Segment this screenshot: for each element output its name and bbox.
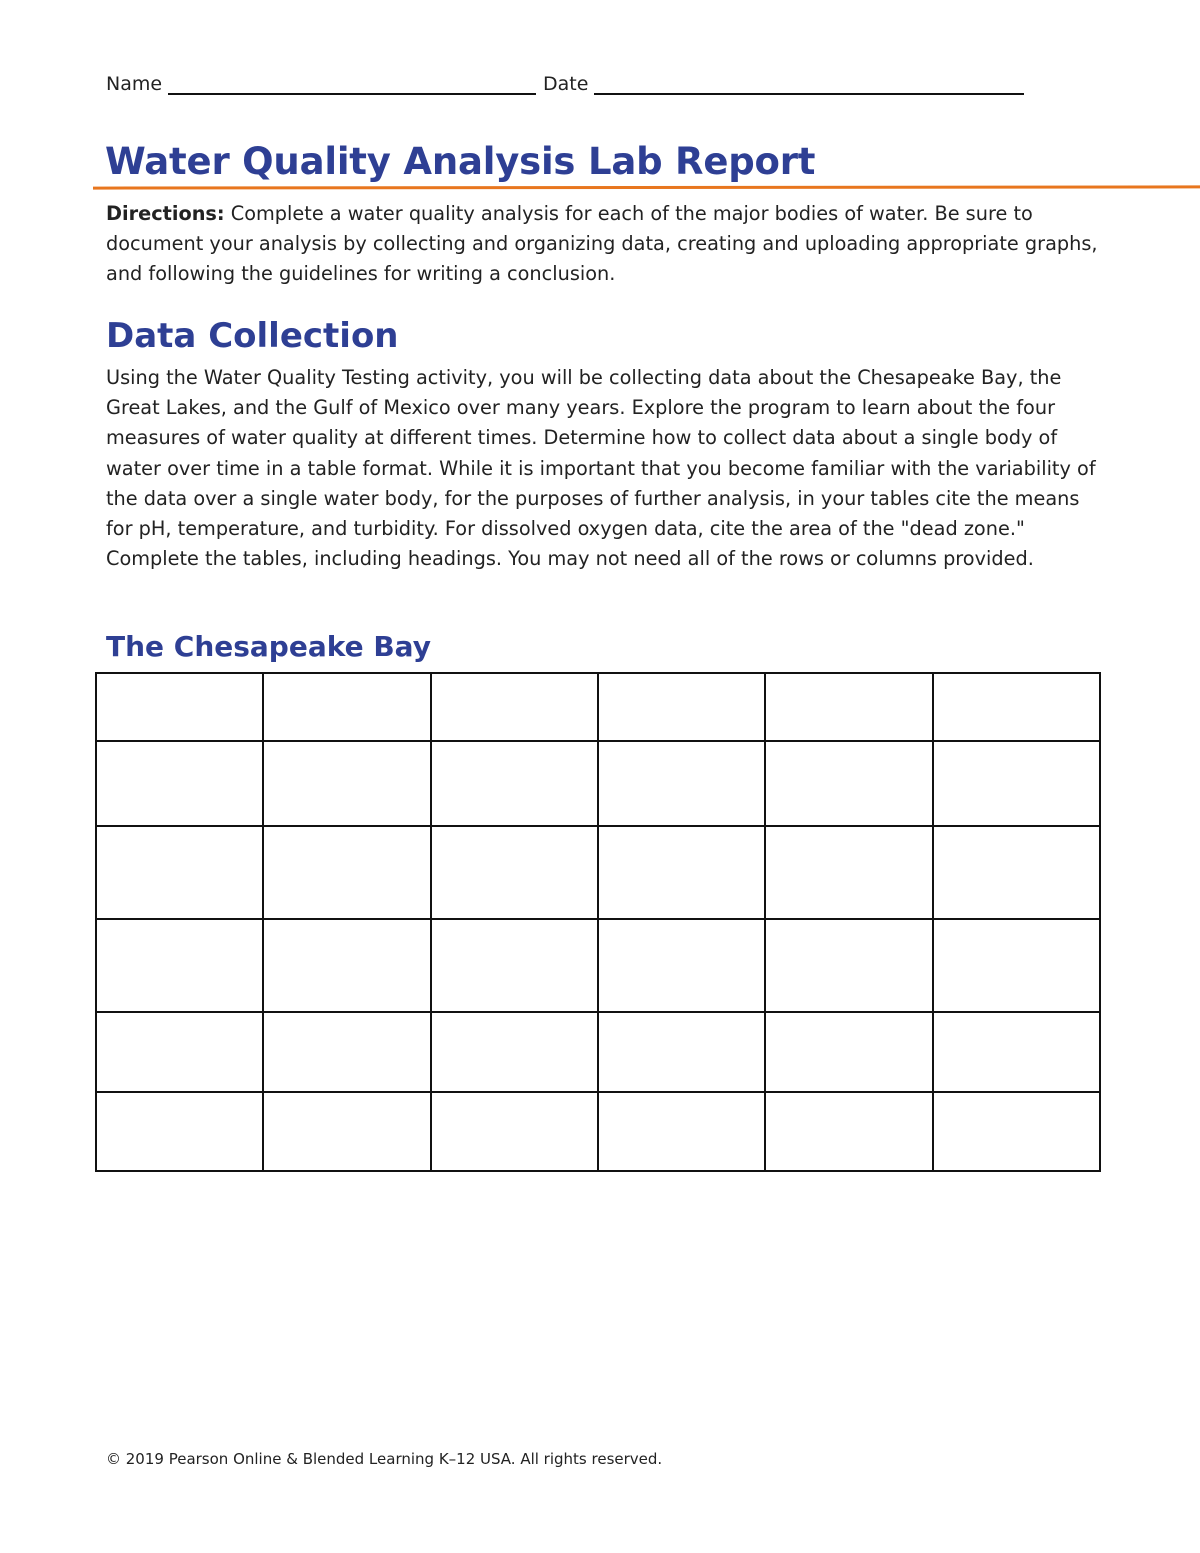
chesapeake-heading: The Chesapeake Bay xyxy=(106,630,431,663)
table-cell[interactable] xyxy=(263,1092,430,1171)
date-field[interactable] xyxy=(594,93,1024,95)
table-cell[interactable] xyxy=(765,1012,932,1092)
table-cell[interactable] xyxy=(598,1092,765,1171)
table-cell[interactable] xyxy=(933,673,1100,741)
name-label: Name xyxy=(106,73,163,95)
table-cell[interactable] xyxy=(96,673,263,741)
table-row xyxy=(96,673,1100,741)
directions-label: Directions: xyxy=(106,202,225,225)
table-row xyxy=(96,1092,1100,1171)
table-cell[interactable] xyxy=(933,1012,1100,1092)
table-cell[interactable] xyxy=(765,741,932,826)
table-cell[interactable] xyxy=(765,919,932,1012)
table-cell[interactable] xyxy=(933,741,1100,826)
table-row xyxy=(96,919,1100,1012)
table-cell[interactable] xyxy=(431,1012,598,1092)
table-cell[interactable] xyxy=(765,1092,932,1171)
table-cell[interactable] xyxy=(933,826,1100,919)
table-cell[interactable] xyxy=(96,1092,263,1171)
table-row xyxy=(96,1012,1100,1092)
table-cell[interactable] xyxy=(96,741,263,826)
table-cell[interactable] xyxy=(96,826,263,919)
table-cell[interactable] xyxy=(933,1092,1100,1171)
copyright-footer: © 2019 Pearson Online & Blended Learning K–12 USA. All rights reserved. xyxy=(106,1450,663,1468)
table-cell[interactable] xyxy=(765,826,932,919)
table-cell[interactable] xyxy=(96,1012,263,1092)
table-cell[interactable] xyxy=(431,673,598,741)
data-collection-paragraph: Using the Water Quality Testing activity, you will be collecting data about the Chesapeake Bay, the Great Lakes, and the Gulf of Mexico over many years. Explore the program to learn about the four measures of water quality at different times. Determine how to collect data about a single body of water over time in a table format. While it is important that you become familiar with the variability of the data over a single water body, for the purposes of further analysis, in your tables cite the means for pH, temperature, and turbidity. For dissolved oxygen data, cite the area of the "dead zone." Complete the tables, including headings. You may not need all of the rows or columns provided. xyxy=(106,366,1096,571)
title-divider xyxy=(93,185,1200,189)
directions-text: Complete a water quality analysis for each of the major bodies of water. Be sure to document your analysis by collecting and organizing data, creating and uploading appropriate graphs, and following the guidelines for writing a conclusion. xyxy=(106,202,1098,286)
page-title: Water Quality Analysis Lab Report xyxy=(105,140,816,183)
chesapeake-data-table xyxy=(95,672,1101,1172)
table-cell[interactable] xyxy=(263,673,430,741)
table-row xyxy=(96,741,1100,826)
table-cell[interactable] xyxy=(431,919,598,1012)
table-cell[interactable] xyxy=(598,919,765,1012)
table-cell[interactable] xyxy=(598,673,765,741)
table-row xyxy=(96,826,1100,919)
table-cell[interactable] xyxy=(765,673,932,741)
table-cell[interactable] xyxy=(263,919,430,1012)
table-cell[interactable] xyxy=(263,741,430,826)
table-cell[interactable] xyxy=(263,826,430,919)
table-cell[interactable] xyxy=(598,1012,765,1092)
table-cell[interactable] xyxy=(431,741,598,826)
table-cell[interactable] xyxy=(598,826,765,919)
name-field[interactable] xyxy=(168,93,536,95)
table-cell[interactable] xyxy=(431,1092,598,1171)
data-collection-heading: Data Collection xyxy=(106,316,399,356)
date-label: Date xyxy=(543,73,589,95)
table-cell[interactable] xyxy=(598,741,765,826)
table-cell[interactable] xyxy=(263,1012,430,1092)
table-cell[interactable] xyxy=(96,919,263,1012)
directions-paragraph xyxy=(106,199,1106,290)
table-cell[interactable] xyxy=(431,826,598,919)
table-cell[interactable] xyxy=(933,919,1100,1012)
